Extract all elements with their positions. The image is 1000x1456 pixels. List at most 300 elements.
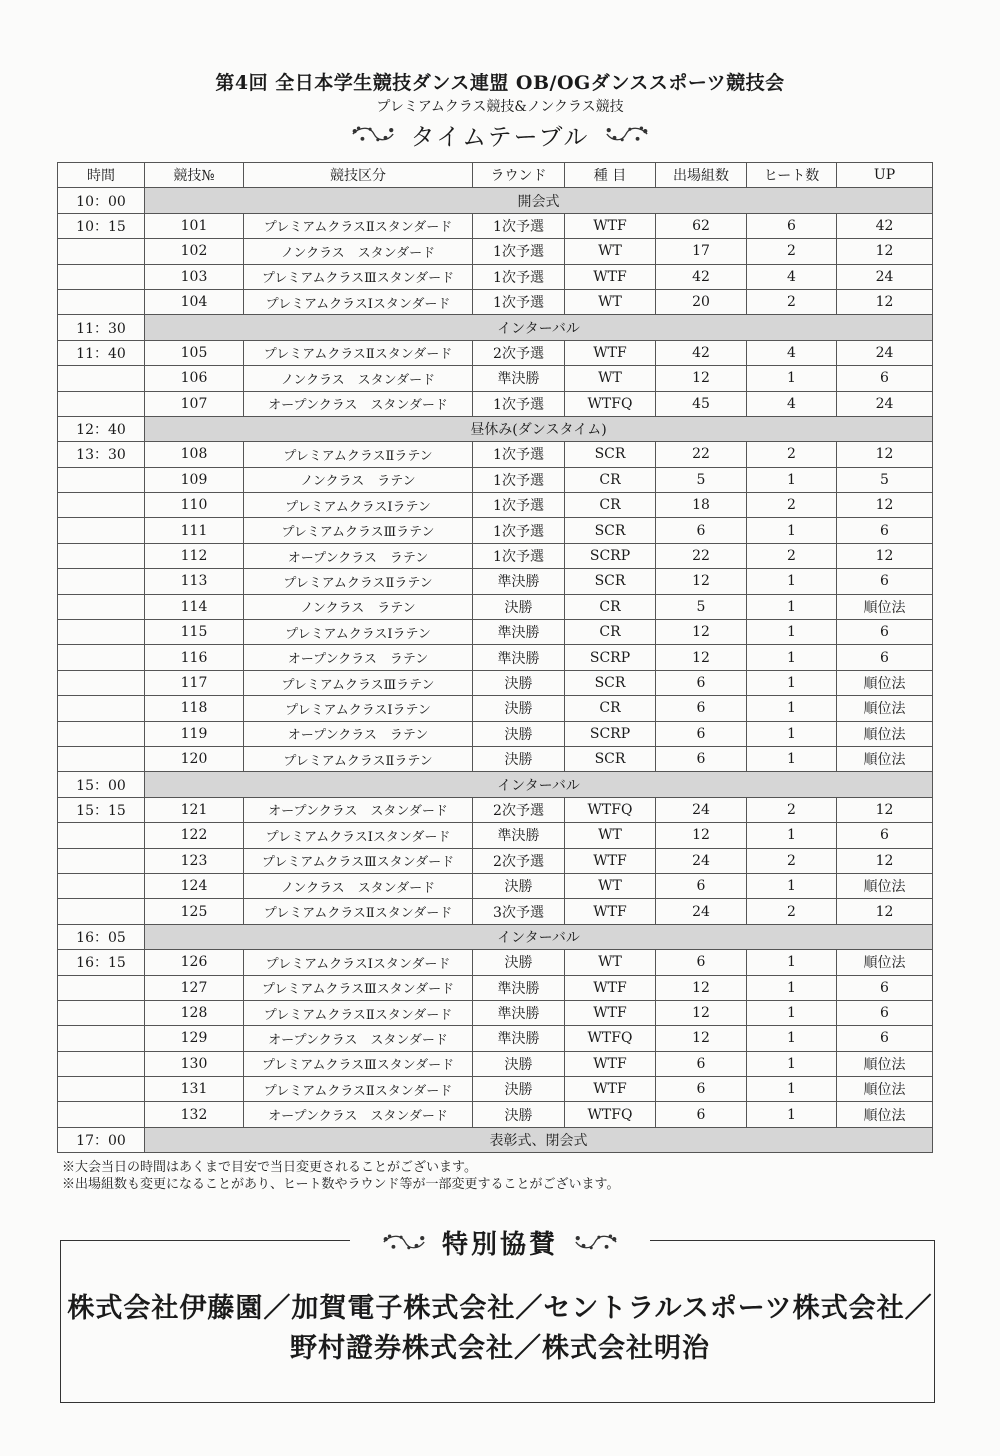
- event-number: 103: [145, 264, 244, 289]
- event-up: 12: [837, 543, 933, 568]
- event-up: 12: [837, 797, 933, 822]
- sponsor-heading: [0, 1222, 1000, 1262]
- event-dances: SCRP: [565, 721, 656, 746]
- event-heats: 2: [747, 848, 837, 873]
- event-round: 1次予選: [473, 239, 565, 264]
- event-dances: CR: [565, 620, 656, 645]
- event-entries: 12: [656, 620, 747, 645]
- event-dances: WTFQ: [565, 1026, 656, 1051]
- event-dances: WTF: [565, 1000, 656, 1025]
- time-cell: [58, 620, 145, 645]
- time-cell: 11：30: [58, 315, 145, 340]
- time-cell: [58, 1026, 145, 1051]
- event-entries: 17: [656, 239, 747, 264]
- time-cell: 15：00: [58, 772, 145, 797]
- event-entries: 12: [656, 569, 747, 594]
- session-row: [58, 416, 933, 441]
- table-row: [58, 950, 933, 975]
- event-heats: 2: [747, 442, 837, 467]
- event-number: 101: [145, 213, 244, 238]
- table-row: [58, 1102, 933, 1127]
- event-heats: 1: [747, 1102, 837, 1127]
- event-round: 決勝: [473, 696, 565, 721]
- event-category: プレミアムクラスⅠスタンダード: [244, 289, 473, 314]
- time-cell: [58, 1051, 145, 1076]
- table-row: [58, 467, 933, 492]
- event-dances: SCR: [565, 518, 656, 543]
- event-up: 24: [837, 264, 933, 289]
- event-number: 120: [145, 746, 244, 771]
- event-round: 1次予選: [473, 264, 565, 289]
- table-row: [58, 797, 933, 822]
- table-row: [58, 696, 933, 721]
- event-round: 1次予選: [473, 493, 565, 518]
- event-heats: 1: [747, 594, 837, 619]
- event-heats: 1: [747, 873, 837, 898]
- session-label: 開会式: [145, 188, 933, 213]
- time-cell: [58, 239, 145, 264]
- event-heats: 1: [747, 1051, 837, 1076]
- event-entries: 45: [656, 391, 747, 416]
- event-dances: WT: [565, 239, 656, 264]
- event-up: 12: [837, 239, 933, 264]
- event-heats: 2: [747, 493, 837, 518]
- event-category: オープンクラス スタンダード: [244, 1102, 473, 1127]
- time-cell: [58, 518, 145, 543]
- event-entries: 6: [656, 721, 747, 746]
- event-category: ノンクラス ラテン: [244, 594, 473, 619]
- event-number: 127: [145, 975, 244, 1000]
- event-entries: 42: [656, 264, 747, 289]
- event-number: 124: [145, 873, 244, 898]
- event-round: 準決勝: [473, 645, 565, 670]
- event-number: 116: [145, 645, 244, 670]
- table-row: [58, 366, 933, 391]
- table-row: [58, 721, 933, 746]
- timetable-body: [58, 188, 933, 1153]
- event-up: 6: [837, 823, 933, 848]
- event-category: プレミアムクラスⅡラテン: [244, 442, 473, 467]
- time-cell: [58, 670, 145, 695]
- event-up: 順位法: [837, 696, 933, 721]
- event-entries: 6: [656, 518, 747, 543]
- event-heats: 1: [747, 721, 837, 746]
- event-entries: 6: [656, 1102, 747, 1127]
- table-row: [58, 594, 933, 619]
- flourish-left-icon: [380, 1231, 428, 1253]
- event-dances: SCRP: [565, 543, 656, 568]
- table-row: [58, 493, 933, 518]
- event-round: 決勝: [473, 873, 565, 898]
- table-row: [58, 569, 933, 594]
- event-dances: WTF: [565, 848, 656, 873]
- event-entries: 42: [656, 340, 747, 365]
- event-heats: 1: [747, 746, 837, 771]
- session-row: [58, 1127, 933, 1152]
- event-category: プレミアムクラスⅡスタンダード: [244, 1077, 473, 1102]
- event-dances: CR: [565, 696, 656, 721]
- event-category: ノンクラス スタンダード: [244, 873, 473, 898]
- event-number: 107: [145, 391, 244, 416]
- time-cell: [58, 1000, 145, 1025]
- event-dances: WTF: [565, 975, 656, 1000]
- event-number: 109: [145, 467, 244, 492]
- event-up: 12: [837, 493, 933, 518]
- event-round: 2次予選: [473, 848, 565, 873]
- event-entries: 22: [656, 442, 747, 467]
- table-row: [58, 873, 933, 898]
- col-header-entries: 出場組数: [656, 163, 747, 188]
- time-cell: [58, 899, 145, 924]
- event-heats: 4: [747, 391, 837, 416]
- page-subtitle: プレミアムクラス競技&ノンクラス競技: [376, 99, 624, 115]
- table-row: [58, 823, 933, 848]
- time-cell: [58, 873, 145, 898]
- table-row: [58, 848, 933, 873]
- time-cell: 15：15: [58, 797, 145, 822]
- event-category: ノンクラス スタンダード: [244, 239, 473, 264]
- event-dances: WT: [565, 823, 656, 848]
- time-cell: [58, 366, 145, 391]
- time-cell: 11：40: [58, 340, 145, 365]
- session-label: 昼休み(ダンスタイム): [145, 416, 933, 441]
- event-round: 2次予選: [473, 797, 565, 822]
- table-row: [58, 975, 933, 1000]
- session-row: [58, 315, 933, 340]
- event-entries: 18: [656, 493, 747, 518]
- sponsor-list-line: 株式会社伊藤園／加賀電子株式会社／セントラルスポーツ株式会社／: [67, 1293, 933, 1324]
- event-heats: 1: [747, 975, 837, 1000]
- event-up: 5: [837, 467, 933, 492]
- note-line: ※出場組数も変更になることがあり、ヒート数やラウンド等が一部変更することがございます。: [62, 1177, 620, 1192]
- event-heats: 1: [747, 1000, 837, 1025]
- event-dances: WTFQ: [565, 797, 656, 822]
- col-header-time: 時間: [58, 163, 145, 188]
- note-line: ※大会当日の時間はあくまで目安で当日変更されることがございます。: [62, 1160, 477, 1175]
- event-entries: 6: [656, 1077, 747, 1102]
- event-heats: 1: [747, 696, 837, 721]
- event-entries: 12: [656, 645, 747, 670]
- event-up: 6: [837, 518, 933, 543]
- event-number: 128: [145, 1000, 244, 1025]
- notes: [62, 1159, 619, 1193]
- event-number: 102: [145, 239, 244, 264]
- time-cell: [58, 721, 145, 746]
- event-heats: 2: [747, 239, 837, 264]
- event-dances: WTFQ: [565, 1102, 656, 1127]
- event-round: 準決勝: [473, 366, 565, 391]
- event-category: プレミアムクラスⅠスタンダード: [244, 950, 473, 975]
- event-up: 6: [837, 645, 933, 670]
- event-round: 1次予選: [473, 543, 565, 568]
- table-row: [58, 264, 933, 289]
- event-round: 準決勝: [473, 1000, 565, 1025]
- event-category: プレミアムクラスⅢラテン: [244, 518, 473, 543]
- event-round: 準決勝: [473, 620, 565, 645]
- event-category: プレミアムクラスⅡラテン: [244, 569, 473, 594]
- event-number: 111: [145, 518, 244, 543]
- event-round: 決勝: [473, 950, 565, 975]
- event-round: 決勝: [473, 721, 565, 746]
- event-dances: SCR: [565, 746, 656, 771]
- event-round: 1次予選: [473, 391, 565, 416]
- event-dances: WTF: [565, 1051, 656, 1076]
- event-number: 113: [145, 569, 244, 594]
- event-entries: 24: [656, 797, 747, 822]
- event-round: 1次予選: [473, 467, 565, 492]
- event-heats: 1: [747, 620, 837, 645]
- event-dances: WTFQ: [565, 391, 656, 416]
- event-number: 119: [145, 721, 244, 746]
- event-category: プレミアムクラスⅢスタンダード: [244, 848, 473, 873]
- event-round: 決勝: [473, 1051, 565, 1076]
- event-category: プレミアムクラスⅢスタンダード: [244, 975, 473, 1000]
- time-cell: 10：00: [58, 188, 145, 213]
- event-round: 1次予選: [473, 213, 565, 238]
- event-round: 1次予選: [473, 289, 565, 314]
- event-number: 126: [145, 950, 244, 975]
- event-number: 112: [145, 543, 244, 568]
- event-heats: 1: [747, 950, 837, 975]
- col-header-category: 競技区分: [244, 163, 473, 188]
- time-cell: [58, 289, 145, 314]
- table-row: [58, 746, 933, 771]
- event-category: プレミアムクラスⅡスタンダード: [244, 1000, 473, 1025]
- table-row: [58, 1000, 933, 1025]
- event-dances: SCR: [565, 569, 656, 594]
- event-round: 1次予選: [473, 442, 565, 467]
- event-round: 準決勝: [473, 823, 565, 848]
- event-entries: 6: [656, 873, 747, 898]
- event-up: 順位法: [837, 594, 933, 619]
- time-cell: 13：30: [58, 442, 145, 467]
- time-cell: 17：00: [58, 1127, 145, 1152]
- time-cell: [58, 696, 145, 721]
- event-entries: 12: [656, 1000, 747, 1025]
- event-up: 6: [837, 620, 933, 645]
- flourish-left-icon: [349, 123, 397, 145]
- event-heats: 1: [747, 1077, 837, 1102]
- event-dances: WTF: [565, 899, 656, 924]
- time-cell: 12：40: [58, 416, 145, 441]
- event-category: オープンクラス スタンダード: [244, 797, 473, 822]
- event-up: 6: [837, 1026, 933, 1051]
- event-category: プレミアムクラスⅡスタンダード: [244, 899, 473, 924]
- event-dances: CR: [565, 467, 656, 492]
- event-number: 105: [145, 340, 244, 365]
- event-number: 125: [145, 899, 244, 924]
- event-number: 104: [145, 289, 244, 314]
- event-up: 6: [837, 975, 933, 1000]
- event-category: プレミアムクラスⅠラテン: [244, 620, 473, 645]
- event-up: 順位法: [837, 950, 933, 975]
- event-category: プレミアムクラスⅢラテン: [244, 670, 473, 695]
- event-heats: 1: [747, 518, 837, 543]
- event-entries: 6: [656, 950, 747, 975]
- event-dances: SCR: [565, 670, 656, 695]
- event-up: 12: [837, 442, 933, 467]
- event-up: 42: [837, 213, 933, 238]
- event-entries: 6: [656, 746, 747, 771]
- event-number: 110: [145, 493, 244, 518]
- event-entries: 5: [656, 467, 747, 492]
- timetable-heading: [0, 117, 1000, 151]
- sponsor-heading-label: 特別協賛: [441, 1229, 558, 1260]
- time-cell: [58, 848, 145, 873]
- event-heats: 4: [747, 264, 837, 289]
- event-category: プレミアムクラスⅢスタンダード: [244, 1051, 473, 1076]
- event-entries: 12: [656, 366, 747, 391]
- event-number: 117: [145, 670, 244, 695]
- event-category: プレミアムクラスⅡスタンダード: [244, 340, 473, 365]
- event-number: 106: [145, 366, 244, 391]
- event-round: 決勝: [473, 594, 565, 619]
- event-number: 130: [145, 1051, 244, 1076]
- table-row: [58, 213, 933, 238]
- session-label: インターバル: [145, 924, 933, 949]
- event-dances: WT: [565, 366, 656, 391]
- event-heats: 2: [747, 543, 837, 568]
- col-header-dances: 種 目: [565, 163, 656, 188]
- sponsor-list-line: 野村證券株式会社／株式会社明治: [290, 1333, 710, 1364]
- flourish-right-icon: [572, 1231, 620, 1253]
- event-category: プレミアムクラスⅠスタンダード: [244, 823, 473, 848]
- event-round: 3次予選: [473, 899, 565, 924]
- event-up: 順位法: [837, 721, 933, 746]
- event-category: プレミアムクラスⅡラテン: [244, 746, 473, 771]
- event-dances: WTF: [565, 213, 656, 238]
- event-heats: 1: [747, 1026, 837, 1051]
- event-up: 12: [837, 289, 933, 314]
- event-entries: 20: [656, 289, 747, 314]
- event-number: 132: [145, 1102, 244, 1127]
- event-up: 順位法: [837, 670, 933, 695]
- event-round: 2次予選: [473, 340, 565, 365]
- event-heats: 2: [747, 797, 837, 822]
- time-cell: [58, 569, 145, 594]
- timetable-label: タイムテーブル: [410, 122, 590, 151]
- session-row: [58, 924, 933, 949]
- event-entries: 6: [656, 670, 747, 695]
- event-round: 準決勝: [473, 569, 565, 594]
- event-category: プレミアムクラスⅠラテン: [244, 696, 473, 721]
- event-category: ノンクラス スタンダード: [244, 366, 473, 391]
- event-round: 決勝: [473, 746, 565, 771]
- col-header-up: UP: [837, 163, 933, 188]
- event-entries: 12: [656, 975, 747, 1000]
- table-row: [58, 620, 933, 645]
- event-up: 順位法: [837, 873, 933, 898]
- flourish-right-icon: [603, 123, 651, 145]
- event-up: 12: [837, 899, 933, 924]
- event-category: オープンクラス ラテン: [244, 721, 473, 746]
- event-entries: 22: [656, 543, 747, 568]
- time-cell: [58, 594, 145, 619]
- event-dances: WTF: [565, 340, 656, 365]
- event-up: 24: [837, 340, 933, 365]
- event-up: 6: [837, 569, 933, 594]
- event-dances: WT: [565, 950, 656, 975]
- event-category: オープンクラス スタンダード: [244, 391, 473, 416]
- time-cell: [58, 391, 145, 416]
- event-number: 122: [145, 823, 244, 848]
- event-round: 決勝: [473, 1102, 565, 1127]
- event-entries: 12: [656, 823, 747, 848]
- time-cell: [58, 264, 145, 289]
- event-entries: 5: [656, 594, 747, 619]
- event-number: 118: [145, 696, 244, 721]
- time-cell: [58, 1077, 145, 1102]
- time-cell: 16：05: [58, 924, 145, 949]
- event-category: オープンクラス ラテン: [244, 645, 473, 670]
- event-entries: 6: [656, 696, 747, 721]
- session-row: [58, 188, 933, 213]
- table-row: [58, 899, 933, 924]
- event-heats: 1: [747, 366, 837, 391]
- event-heats: 1: [747, 467, 837, 492]
- event-category: プレミアムクラスⅢスタンダード: [244, 264, 473, 289]
- event-round: 1次予選: [473, 518, 565, 543]
- table-row: [58, 1051, 933, 1076]
- table-row: [58, 670, 933, 695]
- table-row: [58, 442, 933, 467]
- event-heats: 2: [747, 289, 837, 314]
- event-dances: CR: [565, 594, 656, 619]
- event-round: 準決勝: [473, 975, 565, 1000]
- col-header-heats: ヒート数: [747, 163, 837, 188]
- event-up: 順位法: [837, 1102, 933, 1127]
- time-cell: [58, 645, 145, 670]
- event-category: プレミアムクラスⅠラテン: [244, 493, 473, 518]
- event-category: プレミアムクラスⅡスタンダード: [244, 213, 473, 238]
- event-up: 12: [837, 848, 933, 873]
- event-number: 121: [145, 797, 244, 822]
- event-up: 順位法: [837, 1077, 933, 1102]
- event-number: 115: [145, 620, 244, 645]
- event-dances: WT: [565, 873, 656, 898]
- table-row: [58, 239, 933, 264]
- event-dances: SCRP: [565, 645, 656, 670]
- event-number: 129: [145, 1026, 244, 1051]
- time-cell: [58, 975, 145, 1000]
- time-cell: [58, 493, 145, 518]
- col-header-number: 競技№: [145, 163, 244, 188]
- time-cell: [58, 746, 145, 771]
- table-row: [58, 1077, 933, 1102]
- event-up: 6: [837, 1000, 933, 1025]
- session-label: 表彰式、閉会式: [145, 1127, 933, 1152]
- event-category: ノンクラス ラテン: [244, 467, 473, 492]
- session-row: [58, 772, 933, 797]
- table-row: [58, 391, 933, 416]
- event-heats: 1: [747, 823, 837, 848]
- event-dances: CR: [565, 493, 656, 518]
- event-up: 24: [837, 391, 933, 416]
- time-cell: 10：15: [58, 213, 145, 238]
- event-entries: 24: [656, 899, 747, 924]
- event-dances: WT: [565, 289, 656, 314]
- table-row: [58, 340, 933, 365]
- table-row: [58, 645, 933, 670]
- time-cell: [58, 1102, 145, 1127]
- event-entries: 62: [656, 213, 747, 238]
- event-heats: 1: [747, 670, 837, 695]
- event-heats: 2: [747, 899, 837, 924]
- event-entries: 6: [656, 1051, 747, 1076]
- table-row: [58, 543, 933, 568]
- event-round: 準決勝: [473, 1026, 565, 1051]
- event-category: オープンクラス ラテン: [244, 543, 473, 568]
